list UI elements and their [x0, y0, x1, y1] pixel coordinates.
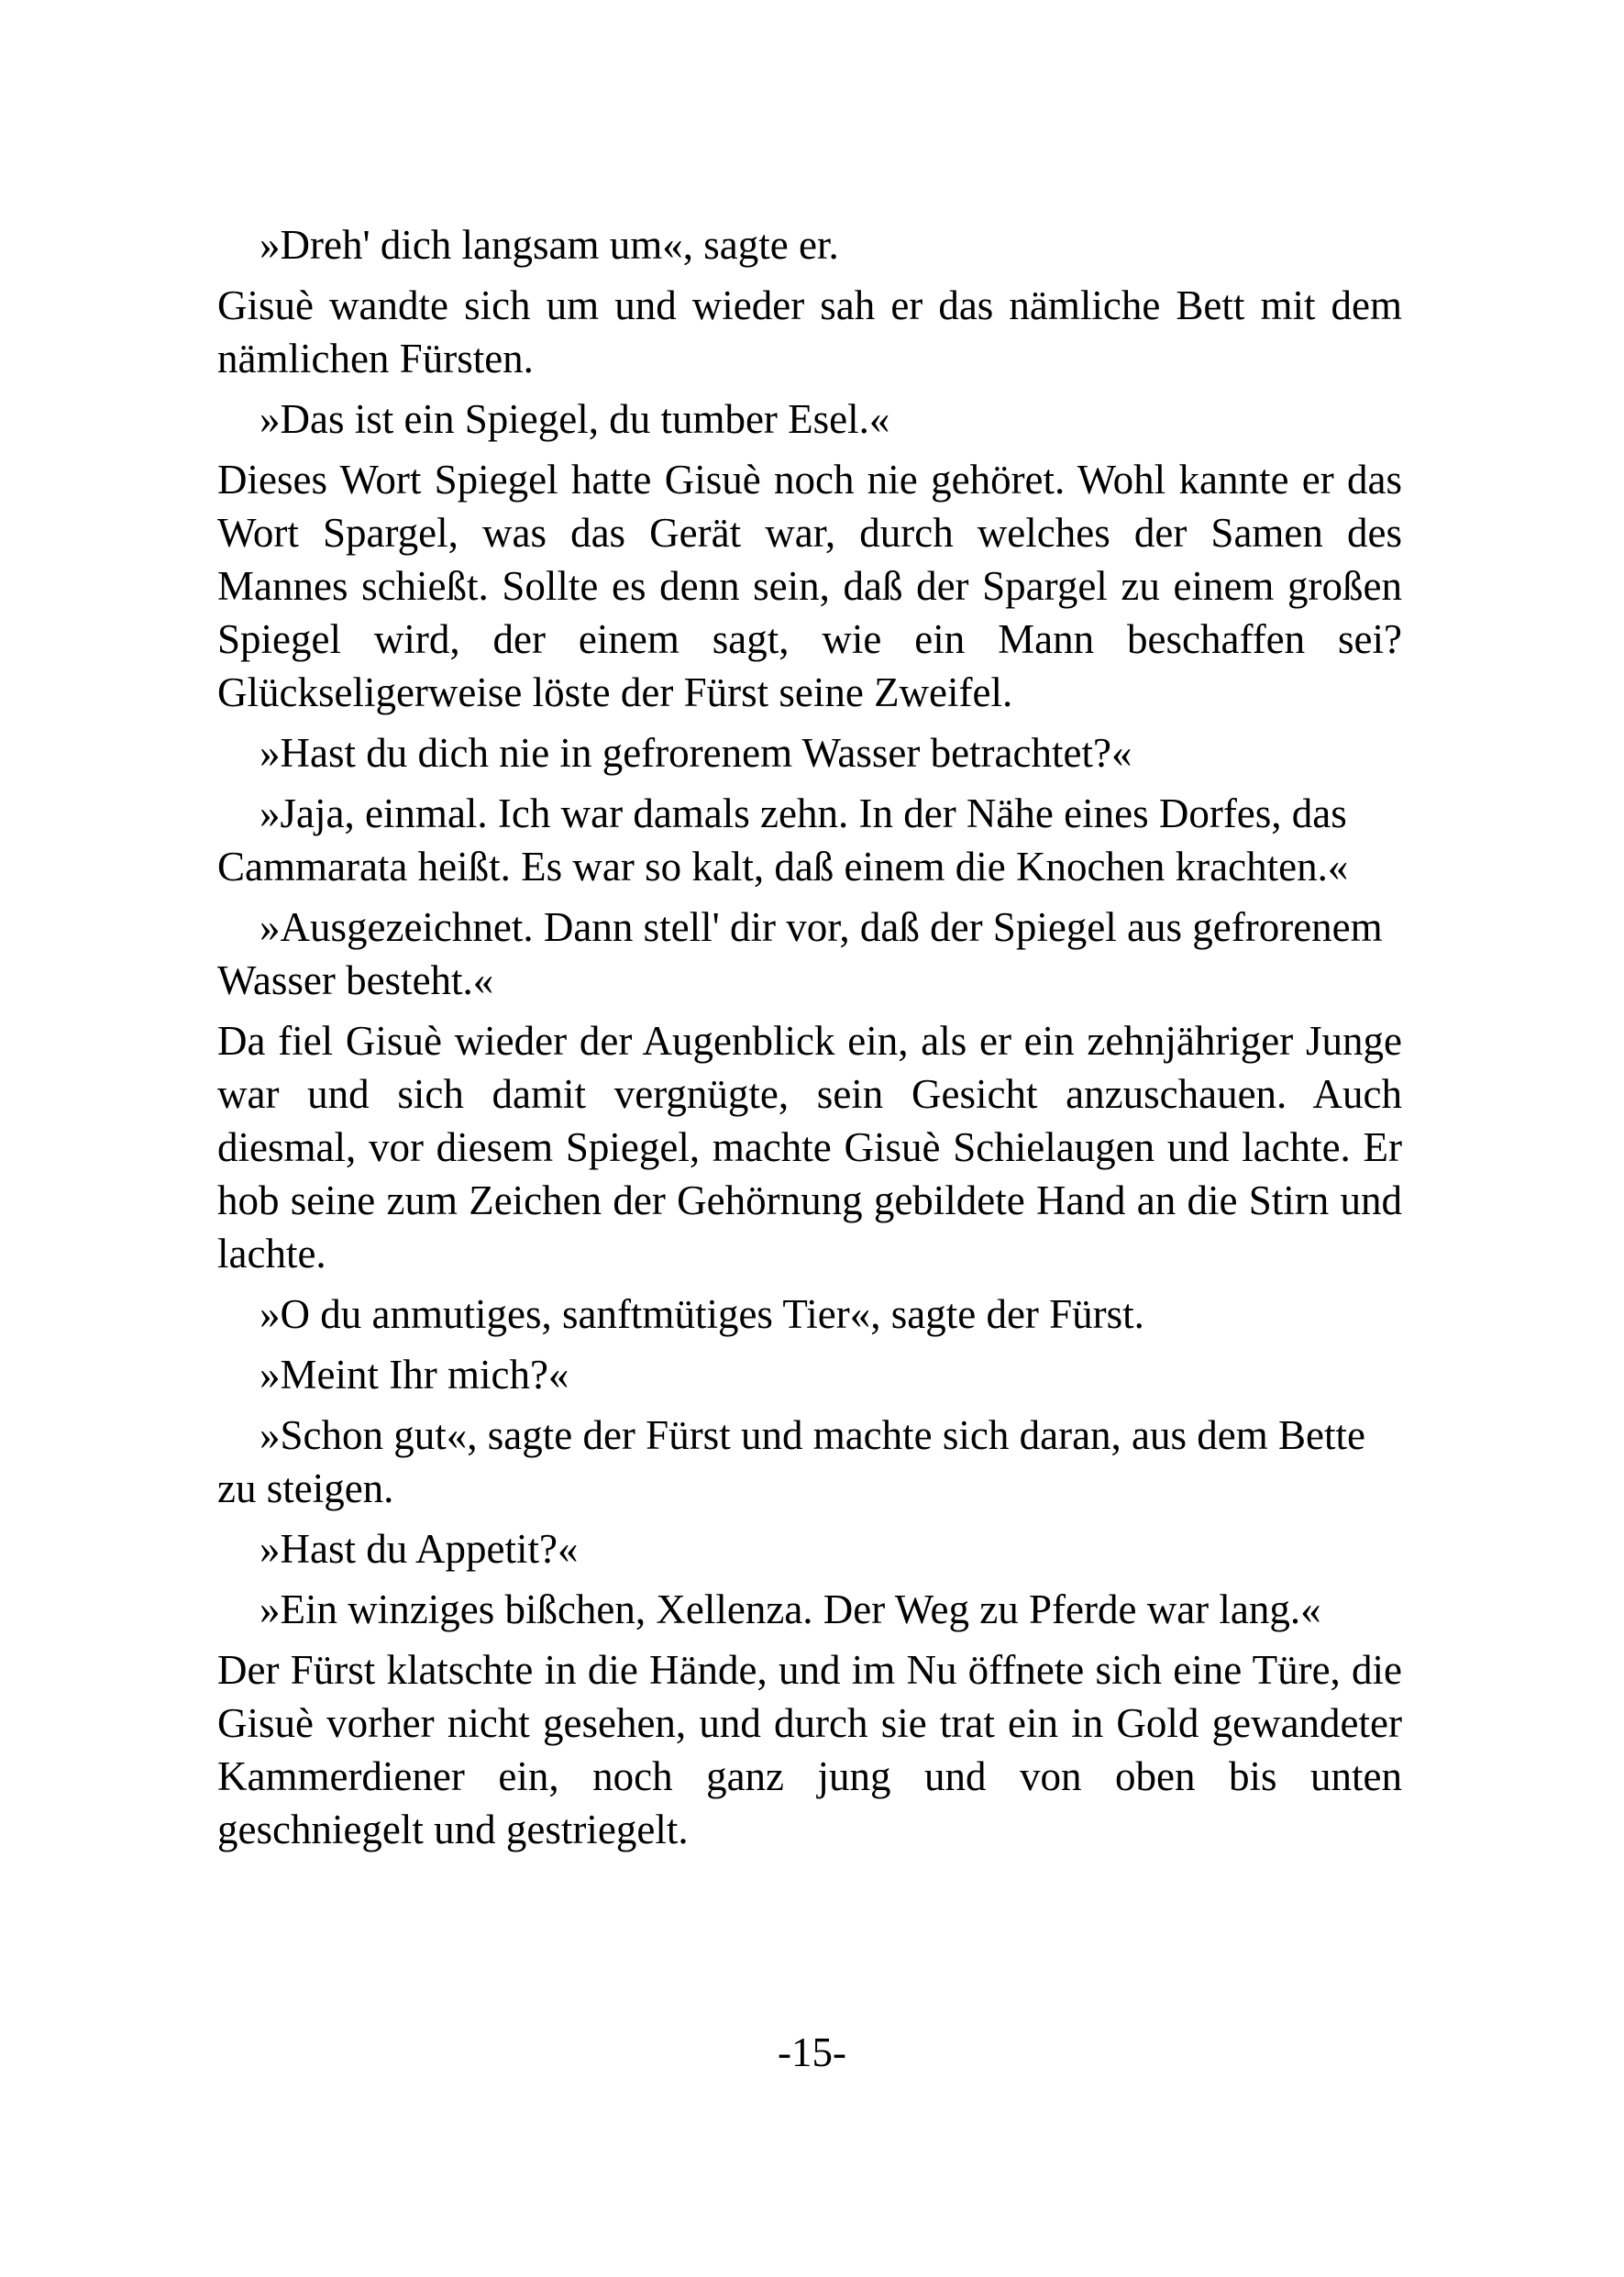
- paragraph-12: »Hast du Appetit?«: [260, 1526, 579, 1572]
- paragraph-7: »Ausgezeichnet. Dann stell' dir vor, daß der Spiegel aus gefrorenem Wasser besteht.«: [217, 904, 1383, 1003]
- paragraph-2: Gisuè wandte sich um und wieder sah er das nämliche Bett mit dem nämlichen Fürsten.: [217, 282, 1402, 381]
- paragraph-3: »Das ist ein Spiegel, du tumber Esel.«: [260, 396, 890, 442]
- paragraph-6: »Jaja, einmal. Ich war damals zehn. In der Nähe eines Dorfes, das Cammarata heißt. Es war so kalt, daß einem die Knochen krachten.«: [217, 790, 1349, 890]
- paragraph-9: »O du anmutiges, sanftmütiges Tier«, sagte der Fürst.: [260, 1291, 1144, 1337]
- paragraph-11: »Schon gut«, sagte der Fürst und machte sich daran, aus dem Bette zu steigen.: [217, 1412, 1365, 1511]
- body-text: [217, 218, 1402, 1863]
- paragraph-4: Dieses Wort Spiegel hatte Gisuè noch nie gehöret. Wohl kannte er das Wort Spargel, was das Gerät war, durch welches der Samen des Mannes schießt. Sollte es denn sein, daß der Spargel zu einem großen Spiegel wird, der einem sagt, wie ein Mann beschaffen sei? Glückseligerweise löste der Fürst seine Zweifel.: [217, 457, 1402, 715]
- paragraph-14: Der Fürst klatschte in die Hände, und im Nu öffnete sich eine Türe, die Gisuè vorher nicht gesehen, und durch sie trat ein in Gold gewandeter Kammerdiener ein, noch ganz jung und von oben bis unten geschniegelt und gestriegelt.: [217, 1647, 1402, 1852]
- paragraph-13: »Ein winziges bißchen, Xellenza. Der Weg zu Pferde war lang.«: [260, 1586, 1321, 1632]
- paragraph-10: »Meint Ihr mich?«: [260, 1352, 569, 1398]
- paragraph-5: »Hast du dich nie in gefrorenem Wasser betrachtet?«: [260, 730, 1132, 776]
- paragraph-8: Da fiel Gisuè wieder der Augenblick ein, als er ein zehnjähriger Junge war und sich damit vergnügte, sein Gesicht anzuschauen. Auch diesmal, vor diesem Spiegel, machte Gisuè Schielaugen und lachte. Er hob seine zum Zeichen der Gehörnung gebildete Hand an die Stirn und lachte.: [217, 1018, 1402, 1277]
- page-number: -15-: [778, 2029, 846, 2075]
- paragraph-1: »Dreh' dich langsam um«, sagte er.: [260, 222, 839, 268]
